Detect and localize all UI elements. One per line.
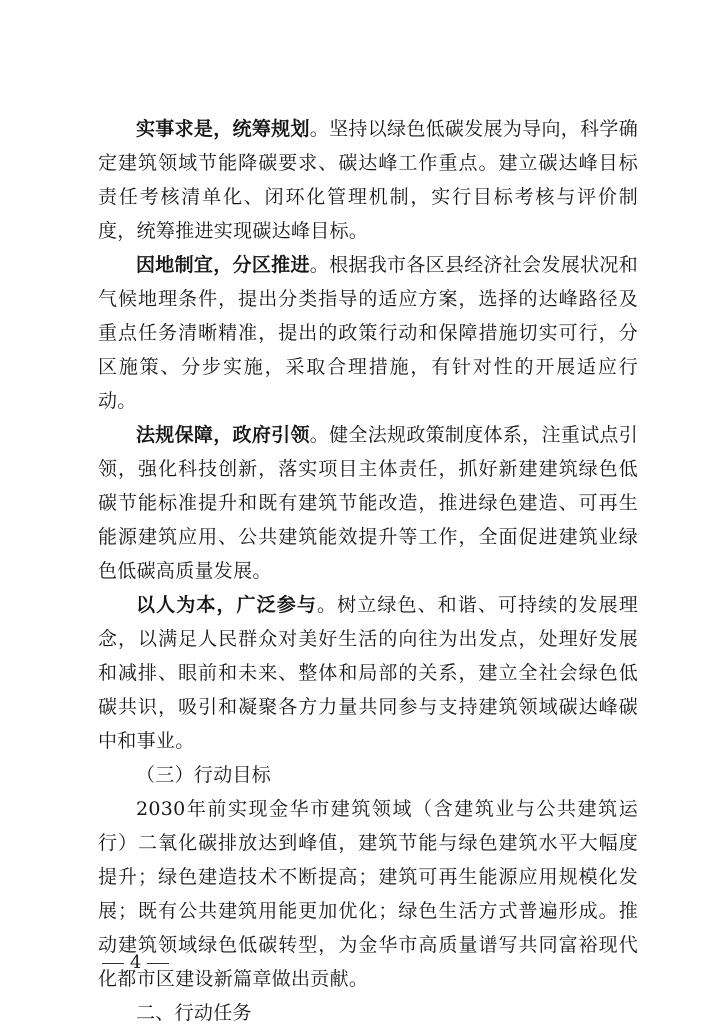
principle-text-3: 。健全法规政策制度体系，注重试点引领，强化科技创新，落实项目主体责任，抓好新建建筑绿色低碳节能标准提升和既有建筑节能改造，推进绿色建造、可再生能源建筑应用、公共建筑能效提升等工作，全面促进建筑业绿色低碳高质量发展。	[98, 424, 639, 582]
page-footer	[96, 952, 175, 973]
footer-right-dash	[147, 963, 169, 964]
principle-lead-2: 因地制宜，分区推进	[136, 254, 310, 276]
goal-paragraph: 2030年前实现金华市建筑领域（含建筑业与公共建筑运行）二氧化碳排放达到峰值，建筑节能与绿色建筑水平大幅度提升；绿色建造技术不断提高；建筑可再生能源应用规模化发展；既有公共建筑用能更加优化；绿色生活方式普遍形成。推动建筑领域绿色低碳转型，为金华市高质量谱写共同富裕现代化都市区建设新篇章做出贡献。	[98, 798, 638, 990]
page-number: 4	[130, 952, 142, 973]
principle-text-4: 。树立绿色、和谐、可持续的发展理念，以满足人民群众对美好生活的向往为出发点，处理好发展和减排、眼前和未来、整体和局部的关系，建立全社会绿色低碳共识，吸引和凝聚各方力量共同参与支持建筑领域碳达峰碳中和事业。	[98, 594, 638, 752]
principle-lead-4: 以人为本，广泛参与	[136, 594, 318, 616]
footer-left-dash	[102, 963, 124, 964]
section-heading: 二、行动任务	[136, 1002, 252, 1024]
principle-paragraph-2	[98, 248, 638, 418]
subheading-action-goals: （三）行动目标	[136, 764, 272, 786]
principle-text-2: 。根据我市各区县经济社会发展状况和气候地理条件，提出分类指导的适应方案，选择的达峰路径及重点任务清晰精准，提出的政策行动和保障措施切实可行，分区施策、分步实施，采取合理措施，有针对性的开展适应行动。	[98, 254, 639, 412]
principle-paragraph-3	[98, 418, 638, 588]
principle-paragraph-1	[98, 112, 638, 248]
principle-paragraph-4	[98, 588, 638, 758]
principle-text-1: 。坚持以绿色低碳发展为导向，科学确定建筑领域节能降碳要求、碳达峰工作重点。建立碳达峰目标责任考核清单化、闭环化管理机制，实行目标考核与评价制度，统筹推进实现碳达峰目标。	[98, 118, 639, 242]
principle-lead-3: 法规保障，政府引领	[136, 424, 310, 446]
principle-lead-1: 实事求是，统筹规划	[136, 118, 310, 140]
body-text	[98, 112, 638, 1030]
